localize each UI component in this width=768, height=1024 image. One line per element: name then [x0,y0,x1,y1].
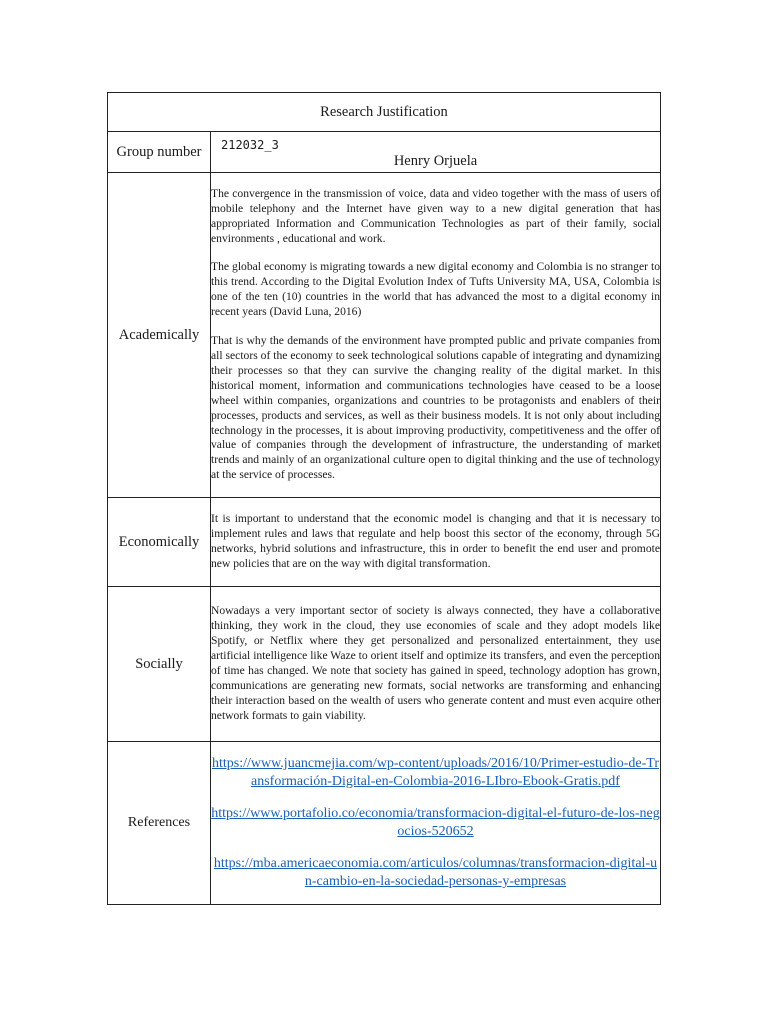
economically-label-cell [108,498,211,587]
economically-content [211,498,661,587]
table-title: Research Justification [108,93,661,132]
group-number-label: Group number [116,144,202,160]
reference-link-2[interactable]: https://www.portafolio.co/economia/transformacion-digital-el-futuro-de-los-negocios-520652 [211,806,660,839]
references-label-cell [108,742,211,905]
title-row [108,93,661,132]
socially-content [211,587,661,742]
references-content [211,742,661,905]
references-label: References [127,815,191,830]
socially-label: Socially [135,656,183,672]
academically-row [108,173,661,498]
academically-paragraph-3: That is why the demands of the environment have prompted public and private companies from all sectors of the economy to seek technological solutions capable of integrating and dynamizing their processes so that they can survive the changing reality of the digital market. In this historical moment, information and communications technologies have ceased to be a loose wheel within companies, organizations and countries to be protagonists and enablers of their processes, products and services, as well as their business models. It is not only about including technology in the processes, it is about improving productivity, competitiveness and the offer of value of companies through the development of infrastructure, the understanding of market trends and mainly of an organizational culture open to digital thinking and the use of technology at the service of processes. [211,334,660,482]
academically-paragraph-2: The global economy is migrating towards a new digital economy and Colombia is no stranger to this trend. According to the Digital Evolution Index of Tufts University MA, USA, Colombia is one of the ten (10) countries in the world that has advanced the most to a digital economy in recent years (David Luna, 2016) [211,260,660,319]
author-name: Henry Orjuela [393,153,478,169]
group-number-value: 212032_3 [221,138,279,152]
references-row [108,742,661,905]
justification-table [107,92,661,905]
academically-label-cell [108,173,211,498]
reference-link-3[interactable]: https://mba.americaeconomia.com/articulos/columnas/transformacion-digital-un-cambio-en-la-sociedad-personas-y-empresas [213,856,658,889]
economically-row [108,498,661,587]
economically-label: Economically [118,534,200,550]
reference-link-1[interactable]: https://www.juancmejia.com/wp-content/uploads/2016/10/Primer-estudio-de-Transformación-Digital-en-Colombia-2016-LIbro-Ebook-Gratis.pdf [211,756,659,789]
socially-text: Nowadays a very important sector of society is always connected, they have a collaborative thinking, they work in the cloud, they use economies of scale and they adopt models like Spotify, or Netflix where they get personalized and personalized entertainment, they use artificial intelligence like Waze to orient itself and optimize its transfers, and even the perception of time has changed. We note that society has gained in speed, technology adoption has grown, communications are generating new formats, social networks are transforming and enhancing their interaction based on the wealth of users who generate content and must even acquire other network formats to gain viability. [211,604,660,722]
group-row [108,132,661,173]
economically-text: It is important to understand that the economic model is changing and that it is necessary to implement rules and laws that regulate and help boost this sector of the economy, through 5G networks, hybrid solutions and infrastructure, this in order to benefit the end user and promote new policies that are on the way with digital transformation. [211,512,660,570]
academically-paragraph-1: The convergence in the transmission of voice, data and video together with the mass of users of mobile telephony and the Internet have given way to a new digital generation that has appropriated Information and Communication Technologies as part of their family, social environments , educational and work. [211,186,660,245]
group-value-cell [211,132,661,173]
academically-content [211,173,661,498]
group-label-cell [108,132,211,173]
socially-row [108,587,661,742]
academically-label: Academically [118,327,200,343]
socially-label-cell [108,587,211,742]
